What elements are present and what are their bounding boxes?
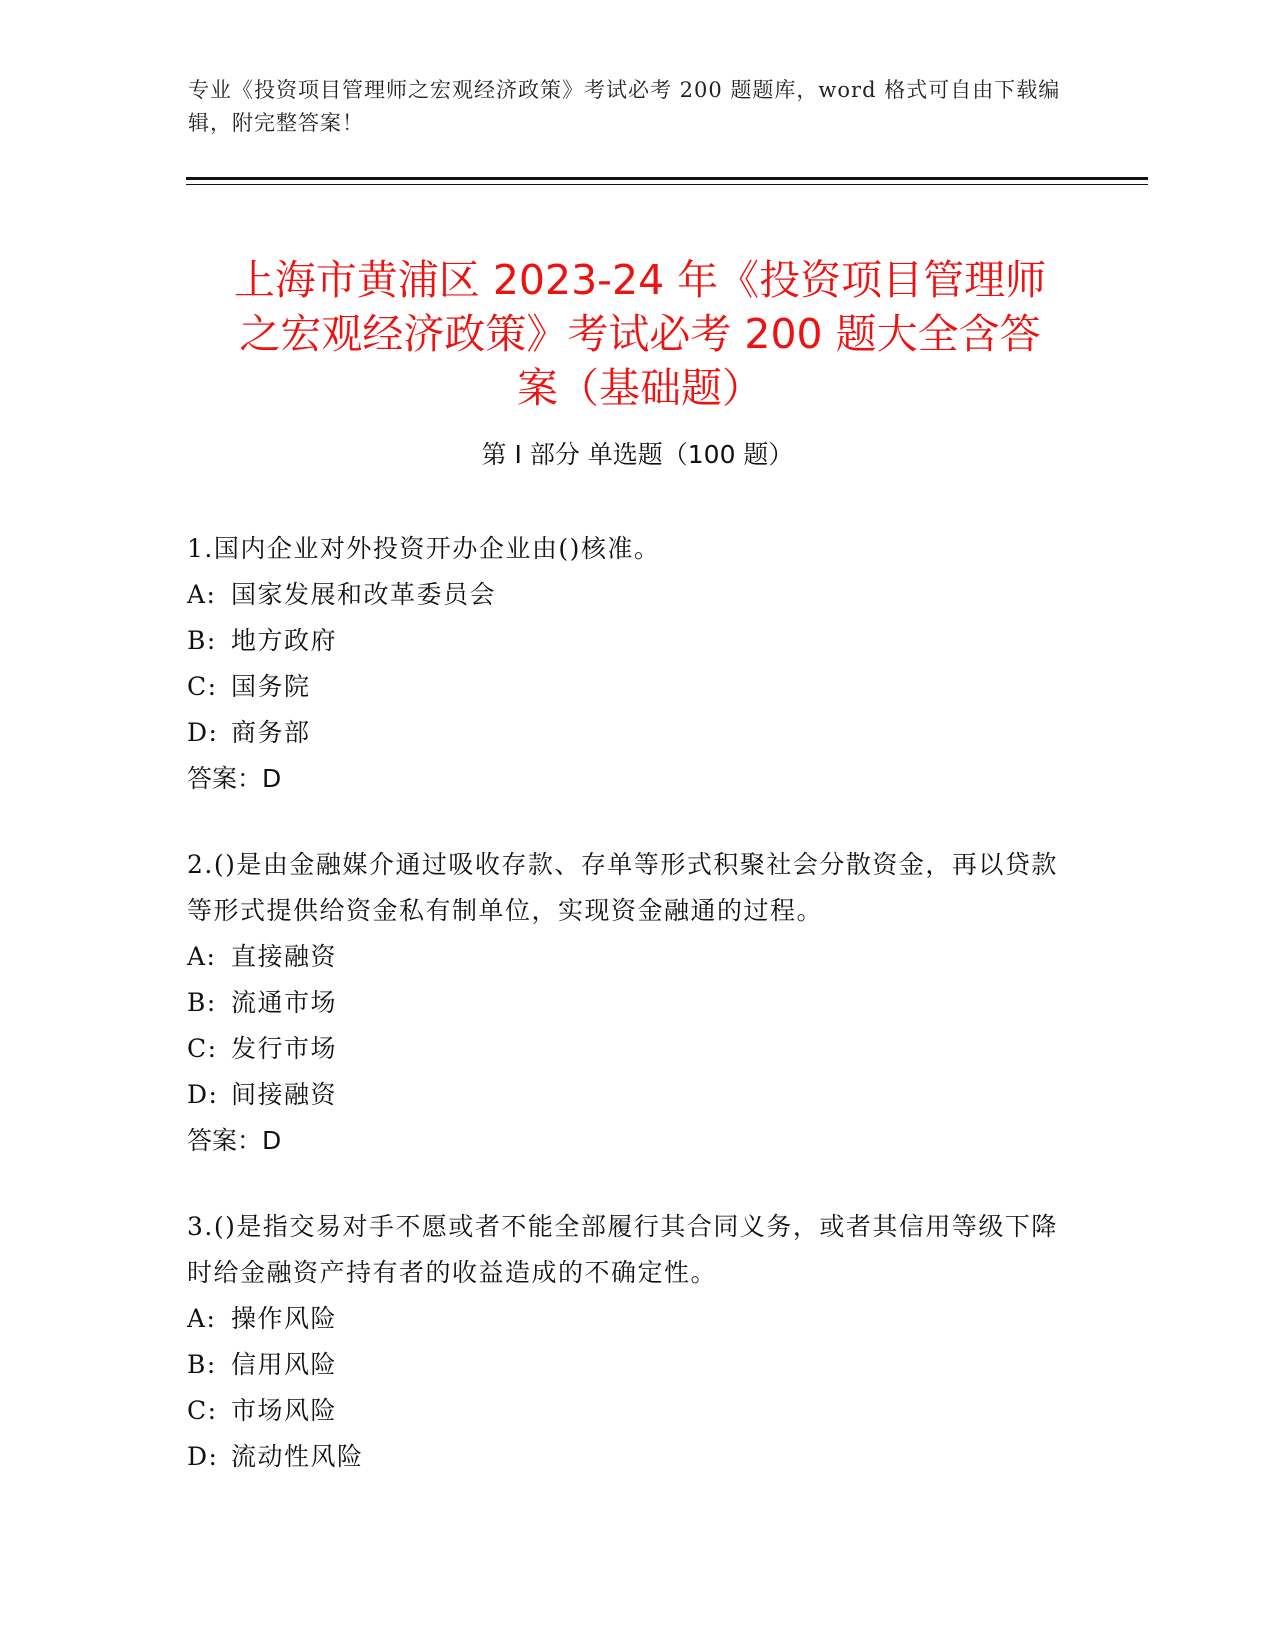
option-key: D: bbox=[187, 718, 219, 747]
header-note: 专业《投资项目管理师之宏观经济政策》考试必考 200 题题库，word 格式可自由下载编辑，附完整答案！ bbox=[188, 78, 1061, 135]
option-text: 市场风险 bbox=[231, 1396, 338, 1425]
option-a bbox=[187, 1296, 1067, 1342]
question-stem: 3.()是指交易对手不愿或者不能全部履行其合同义务，或者其信用等级下降时给金融资产持有者的收益造成的不确定性。 bbox=[187, 1212, 1058, 1287]
option-text: 直接融资 bbox=[231, 942, 338, 971]
option-text: 操作风险 bbox=[231, 1304, 338, 1333]
option-c bbox=[187, 664, 1067, 710]
option-key: C: bbox=[187, 672, 218, 701]
option-a bbox=[187, 572, 1067, 618]
option-key: C: bbox=[187, 1034, 218, 1063]
option-text: 间接融资 bbox=[231, 1080, 338, 1109]
option-text: 国务院 bbox=[231, 672, 311, 701]
option-key: A: bbox=[187, 580, 217, 609]
option-text: 商务部 bbox=[231, 718, 311, 747]
option-text: 地方政府 bbox=[231, 626, 338, 655]
answer-line: 答案：D bbox=[187, 1126, 282, 1155]
option-text: 信用风险 bbox=[231, 1350, 338, 1379]
option-d bbox=[187, 1072, 1067, 1118]
option-key: B: bbox=[187, 988, 217, 1017]
option-key: C: bbox=[187, 1396, 218, 1425]
section-heading: 第 I 部分 单选题（100 题） bbox=[481, 440, 794, 469]
question-2 bbox=[187, 842, 1067, 1164]
option-text: 流通市场 bbox=[231, 988, 338, 1017]
option-d bbox=[187, 1434, 1067, 1480]
option-d bbox=[187, 710, 1067, 756]
question-list bbox=[187, 526, 1067, 1520]
question-stem: 1.国内企业对外投资开办企业由()核准。 bbox=[187, 534, 661, 563]
option-a bbox=[187, 934, 1067, 980]
title-line-2: 之宏观经济政策》考试必考 200 题大全含答 bbox=[239, 310, 1041, 359]
option-text: 流动性风险 bbox=[231, 1442, 364, 1471]
option-key: B: bbox=[187, 626, 217, 655]
option-key: D: bbox=[187, 1080, 219, 1109]
option-c bbox=[187, 1026, 1067, 1072]
option-b bbox=[187, 980, 1067, 1026]
question-3 bbox=[187, 1204, 1067, 1480]
question-stem: 2.()是由金融媒介通过吸收存款、存单等形式积聚社会分散资金，再以贷款等形式提供给资金私有制单位，实现资金融通的过程。 bbox=[187, 850, 1058, 925]
answer-line: 答案：D bbox=[187, 764, 282, 793]
option-c bbox=[187, 1388, 1067, 1434]
option-key: B: bbox=[187, 1350, 217, 1379]
title-line-1: 上海市黄浦区 2023-24 年《投资项目管理师 bbox=[233, 256, 1047, 305]
option-b bbox=[187, 1342, 1067, 1388]
option-key: A: bbox=[187, 942, 217, 971]
option-b bbox=[187, 618, 1067, 664]
document-title bbox=[190, 253, 1090, 415]
title-line-3: 案（基础题） bbox=[517, 364, 763, 413]
question-1 bbox=[187, 526, 1067, 802]
option-text: 国家发展和改革委员会 bbox=[231, 580, 497, 609]
option-text: 发行市场 bbox=[231, 1034, 338, 1063]
header-rule-thick bbox=[186, 177, 1148, 180]
option-key: A: bbox=[187, 1304, 217, 1333]
header-rule-thin bbox=[186, 184, 1148, 185]
option-key: D: bbox=[187, 1442, 219, 1471]
